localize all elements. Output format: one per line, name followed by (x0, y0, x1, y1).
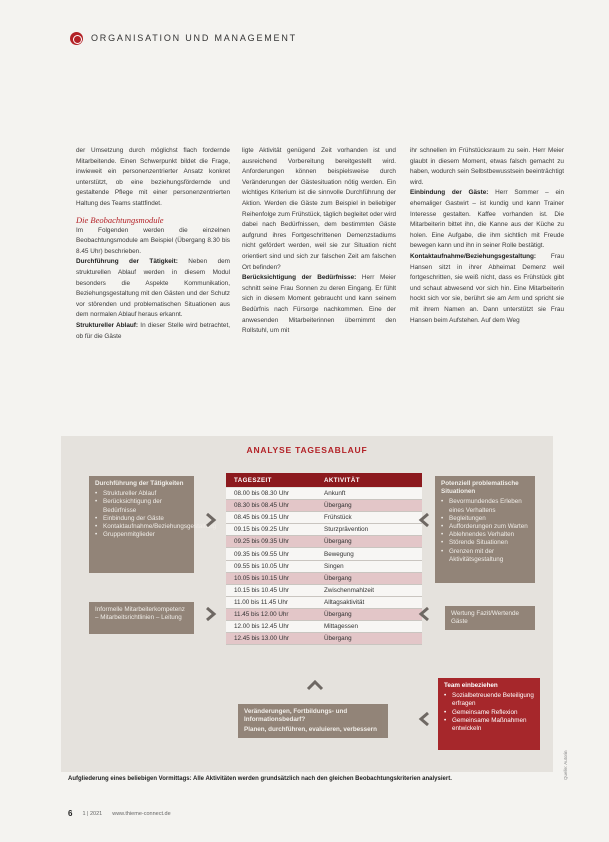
text-column-1 (76, 146, 230, 342)
table-row (226, 573, 422, 585)
chevron-right-icon (203, 607, 217, 621)
box-problematic (435, 476, 535, 583)
cell-time: 12.45 bis 13.00 Uhr (234, 635, 289, 643)
cell-activity: Frühstück (324, 514, 352, 522)
paragraph: ihr schnellen im Frühstücksraum zu sein. Herr Meier glaubt in diesem Moment, etwas falsch gemacht zu haben, wodurch sein Selbstbewusstsein beeinträchtigt wird. (410, 147, 564, 186)
table-row (226, 585, 422, 597)
cell-time: 12.00 bis 12.45 Uhr (234, 623, 289, 631)
cell-time: 09.55 bis 10.05 Uhr (234, 562, 289, 570)
box-changes (238, 704, 388, 738)
cell-time: 09.35 bis 09.55 Uhr (234, 550, 289, 558)
box-rating (445, 606, 535, 630)
list-item: • Einbindung der Gäste (95, 515, 188, 523)
table-row (226, 633, 422, 645)
list-item: • Struktureller Ablauf (95, 490, 188, 498)
box-execution (89, 476, 217, 573)
box-title: Informelle Mitarbeiterkompetenz – Mitarbeitsrichtlinien – Leitung (95, 606, 185, 622)
infobox-title: ANALYSE TAGESABLAUF (246, 445, 368, 455)
list-item: • Ablehnendes Verhalten (441, 531, 529, 539)
cell-time: 11.45 bis 12.00 Uhr (234, 610, 289, 618)
cell-time: 11.00 bis 11.45 Uhr (234, 598, 289, 606)
paragraph (410, 252, 564, 326)
table-row (226, 524, 422, 536)
cell-activity: Ankunft (324, 490, 346, 498)
text-column-2 (242, 146, 396, 337)
table-row (226, 512, 422, 524)
box-team (438, 678, 540, 750)
box-line-2: Planen, durchführen, evaluieren, verbessern (244, 726, 377, 734)
paragraph-lead: Struktureller Ablauf: (76, 321, 139, 329)
cell-time: 08.30 bis 08.45 Uhr (234, 502, 289, 510)
table-row (226, 561, 422, 573)
box-title: Durchführung der Tätigkeiten (95, 480, 184, 487)
cell-activity: Übergang (324, 538, 352, 546)
paragraph-body: Herr Sommer – ein ehemaliger Gastwirt – ist kundig und kann Trainer Interesse gestalten. Kaffee vorhanden ist. Die Mitarbeiterin bittet ihn, die Kanne aus der Küche zu holen. Eine Aufgabe, die ihm sichtlich mit Freude bewegen kann und ihn in seiner Rolle bestätigt. (410, 189, 564, 250)
section-header (70, 30, 297, 46)
paragraph-body: Neben dem strukturellen Ablauf werden in diesem Modul besonders die Aspekte Kommunikation, Beziehungsgestaltung mit den Gästen und der Schutz vor störenden und problematischen Situationen aus dem normalen Ablauf heraus erkannt. (76, 258, 230, 319)
table-row (226, 536, 422, 548)
table-row (226, 597, 422, 609)
text-column-3 (410, 146, 564, 326)
subheading: Die Beobachtungsmodule (76, 214, 164, 225)
paragraph-lead: Einbindung der Gäste: (410, 189, 489, 197)
cell-time: 10.15 bis 10.45 Uhr (234, 586, 289, 594)
list-item: • Gemeinsame Reflexion (444, 709, 534, 717)
page-footer (68, 809, 171, 818)
schedule-table-header (226, 473, 422, 487)
cell-time: 08.45 bis 09.15 Uhr (234, 514, 289, 522)
cell-activity: Bewegung (324, 550, 354, 558)
box-informal (89, 602, 194, 634)
paragraph (410, 188, 564, 252)
cell-activity: Sturzprävention (324, 526, 369, 534)
paragraph: der Umsetzung durch möglichst flach fordernde Mitarbeitende. Einen Schwerpunkt bildet die Frage, inwieweit ein personenzentrierter Ansatz konkret unterstützt, ob eine beziehungsfördernde und gestaltende Pflege mit einer personenzentrierten Haltung des Teams stattfindet. (76, 147, 230, 207)
box-line-1: Veränderungen, Fortbildungs- und Informationsbedarf? (244, 708, 348, 724)
paragraph: Im Folgenden werden die einzelnen Beobachtungsmodule am Beispiel (Übergang 8.30 bis 8.45 Uhr) beschrieben. (76, 226, 230, 255)
chevron-right-icon (203, 513, 217, 527)
list-item: • Berücksichtigung der Bedürfnisse (95, 498, 188, 514)
header-time: TAGESZEIT (234, 476, 272, 484)
list-item: • Gruppenmitglieder (95, 531, 188, 539)
paragraph-lead: Kontaktaufnahme/Beziehungsgestaltung: (410, 252, 537, 260)
table-row (226, 500, 422, 512)
paragraph-lead: Durchführung der Tätigkeit: (76, 258, 178, 266)
figure-caption: Aufgliederung eines beliebigen Vormittags: Alle Aktivitäten werden grundsätzlich nach den gleichen Beobachtungskriterien analysiert. (68, 776, 452, 782)
list-item: • Kontaktaufnahme/Beziehungsgestaltung (95, 523, 188, 531)
paragraph-body: In dieser Stelle wird betrachtet, ob für die Gäste (76, 321, 230, 340)
list-item: • Aufforderungen zum Warten (441, 523, 529, 531)
list-item: • Bevormundendes Erleben eines Verhaltens (441, 498, 529, 514)
cell-activity: Singen (324, 562, 344, 570)
cell-activity: Übergang (324, 574, 352, 582)
box-title: Potenziell problematische Situationen (441, 480, 519, 496)
paragraph: ligte Aktivität genügend Zeit vorhanden ist und ausreichend Vorbereitung bereitgestellt wird. Anforderungen können beispielsweise durch Veränderungen der Gästesituation nötig werden. Ein wichtiges Kriterium ist die sinnvolle Durchführung der Aktion. Werden die Gäste zum Beispiel in beliebiger Reihenfolge zum Frühstück, täglich begleitet oder wird dabei nach Bedürfnissen, dem bestimmten Gäste aufgrund ihres Fortgeschrittenen Demenzstadiums nicht gefördert werden, weil sie zur Situation nicht orientiert sind und sich zur falschen Zeit am falschen Ort befinden? (242, 147, 396, 271)
cell-time: 09.15 bis 09.25 Uhr (234, 526, 289, 534)
cell-time: 10.05 bis 10.15 Uhr (234, 574, 289, 582)
list-item: • Sozialbetreuende Beteiligung erfragen (444, 692, 534, 708)
cell-activity: Alltagsaktivität (324, 598, 365, 606)
website: www.thieme-connect.de (112, 810, 171, 817)
cell-activity: Übergang (324, 502, 352, 510)
paragraph-lead: Berücksichtigung der Bedürfnisse: (242, 274, 357, 282)
section-bullet-icon (70, 32, 83, 45)
cell-activity: Übergang (324, 610, 352, 618)
schedule-table (226, 488, 422, 645)
issue-number: 1 | 2021 (82, 810, 103, 817)
box-title: Wertung Fazit/Wertende Gäste (451, 610, 520, 626)
paragraph-body: Herr Meier schnitt seine Frau Sonnen zu deren Eingang. Er fühlt sich in diesem Moment gebraucht und kann seinem Bedürfnis nach Fürsorge nachkommen. Eine der anwesenden Mitarbeiterinnen übernimmt den Rollstuhl, um mit (242, 274, 396, 335)
cell-activity: Übergang (324, 635, 352, 643)
table-row (226, 609, 422, 621)
list-item: • Gemeinsame Maßnahmen entwickeln (444, 717, 534, 733)
cell-time: 09.25 bis 09.35 Uhr (234, 538, 289, 546)
paragraph (242, 273, 396, 337)
chevron-left-icon (418, 607, 432, 621)
cell-activity: Mittagessen (324, 623, 358, 631)
paragraph-body: Frau Hansen sitzt in ihrer Abheimat Demenz weil fortgeschritten, sie weiß nicht, dass es Frühstück gibt und schaut abwesend vor sich hin. Eine Mitarbeiterin hockt sich vor sie, berührt sie am Arm und spricht sie mit ihrem Namen an. Dann unterstützt sie Frau Hansen beim Aufstehen. Auf dem Weg (410, 252, 564, 324)
cell-time: 08.00 bis 08.30 Uhr (234, 490, 289, 498)
paragraph (76, 321, 230, 342)
box-title: Team einbeziehen (444, 682, 498, 689)
list-item: • Störende Situationen (441, 539, 529, 547)
image-credit: Quelle: Autorin (563, 750, 568, 780)
table-row (226, 621, 422, 633)
paragraph (76, 257, 230, 321)
page-number: 6 (68, 809, 73, 818)
table-row (226, 548, 422, 560)
list-item: • Begleitungen (441, 515, 529, 523)
section-title: ORGANISATION UND MANAGEMENT (91, 33, 297, 43)
chevron-left-icon (418, 712, 432, 726)
cell-activity: Zwischenmahlzeit (324, 586, 375, 594)
table-row (226, 488, 422, 500)
chevron-left-icon (418, 513, 432, 527)
header-activity: AKTIVITÄT (324, 476, 360, 484)
chevron-up-icon (306, 678, 324, 692)
list-item: • Grenzen mit der Aktivitätsgestaltung (441, 548, 529, 564)
